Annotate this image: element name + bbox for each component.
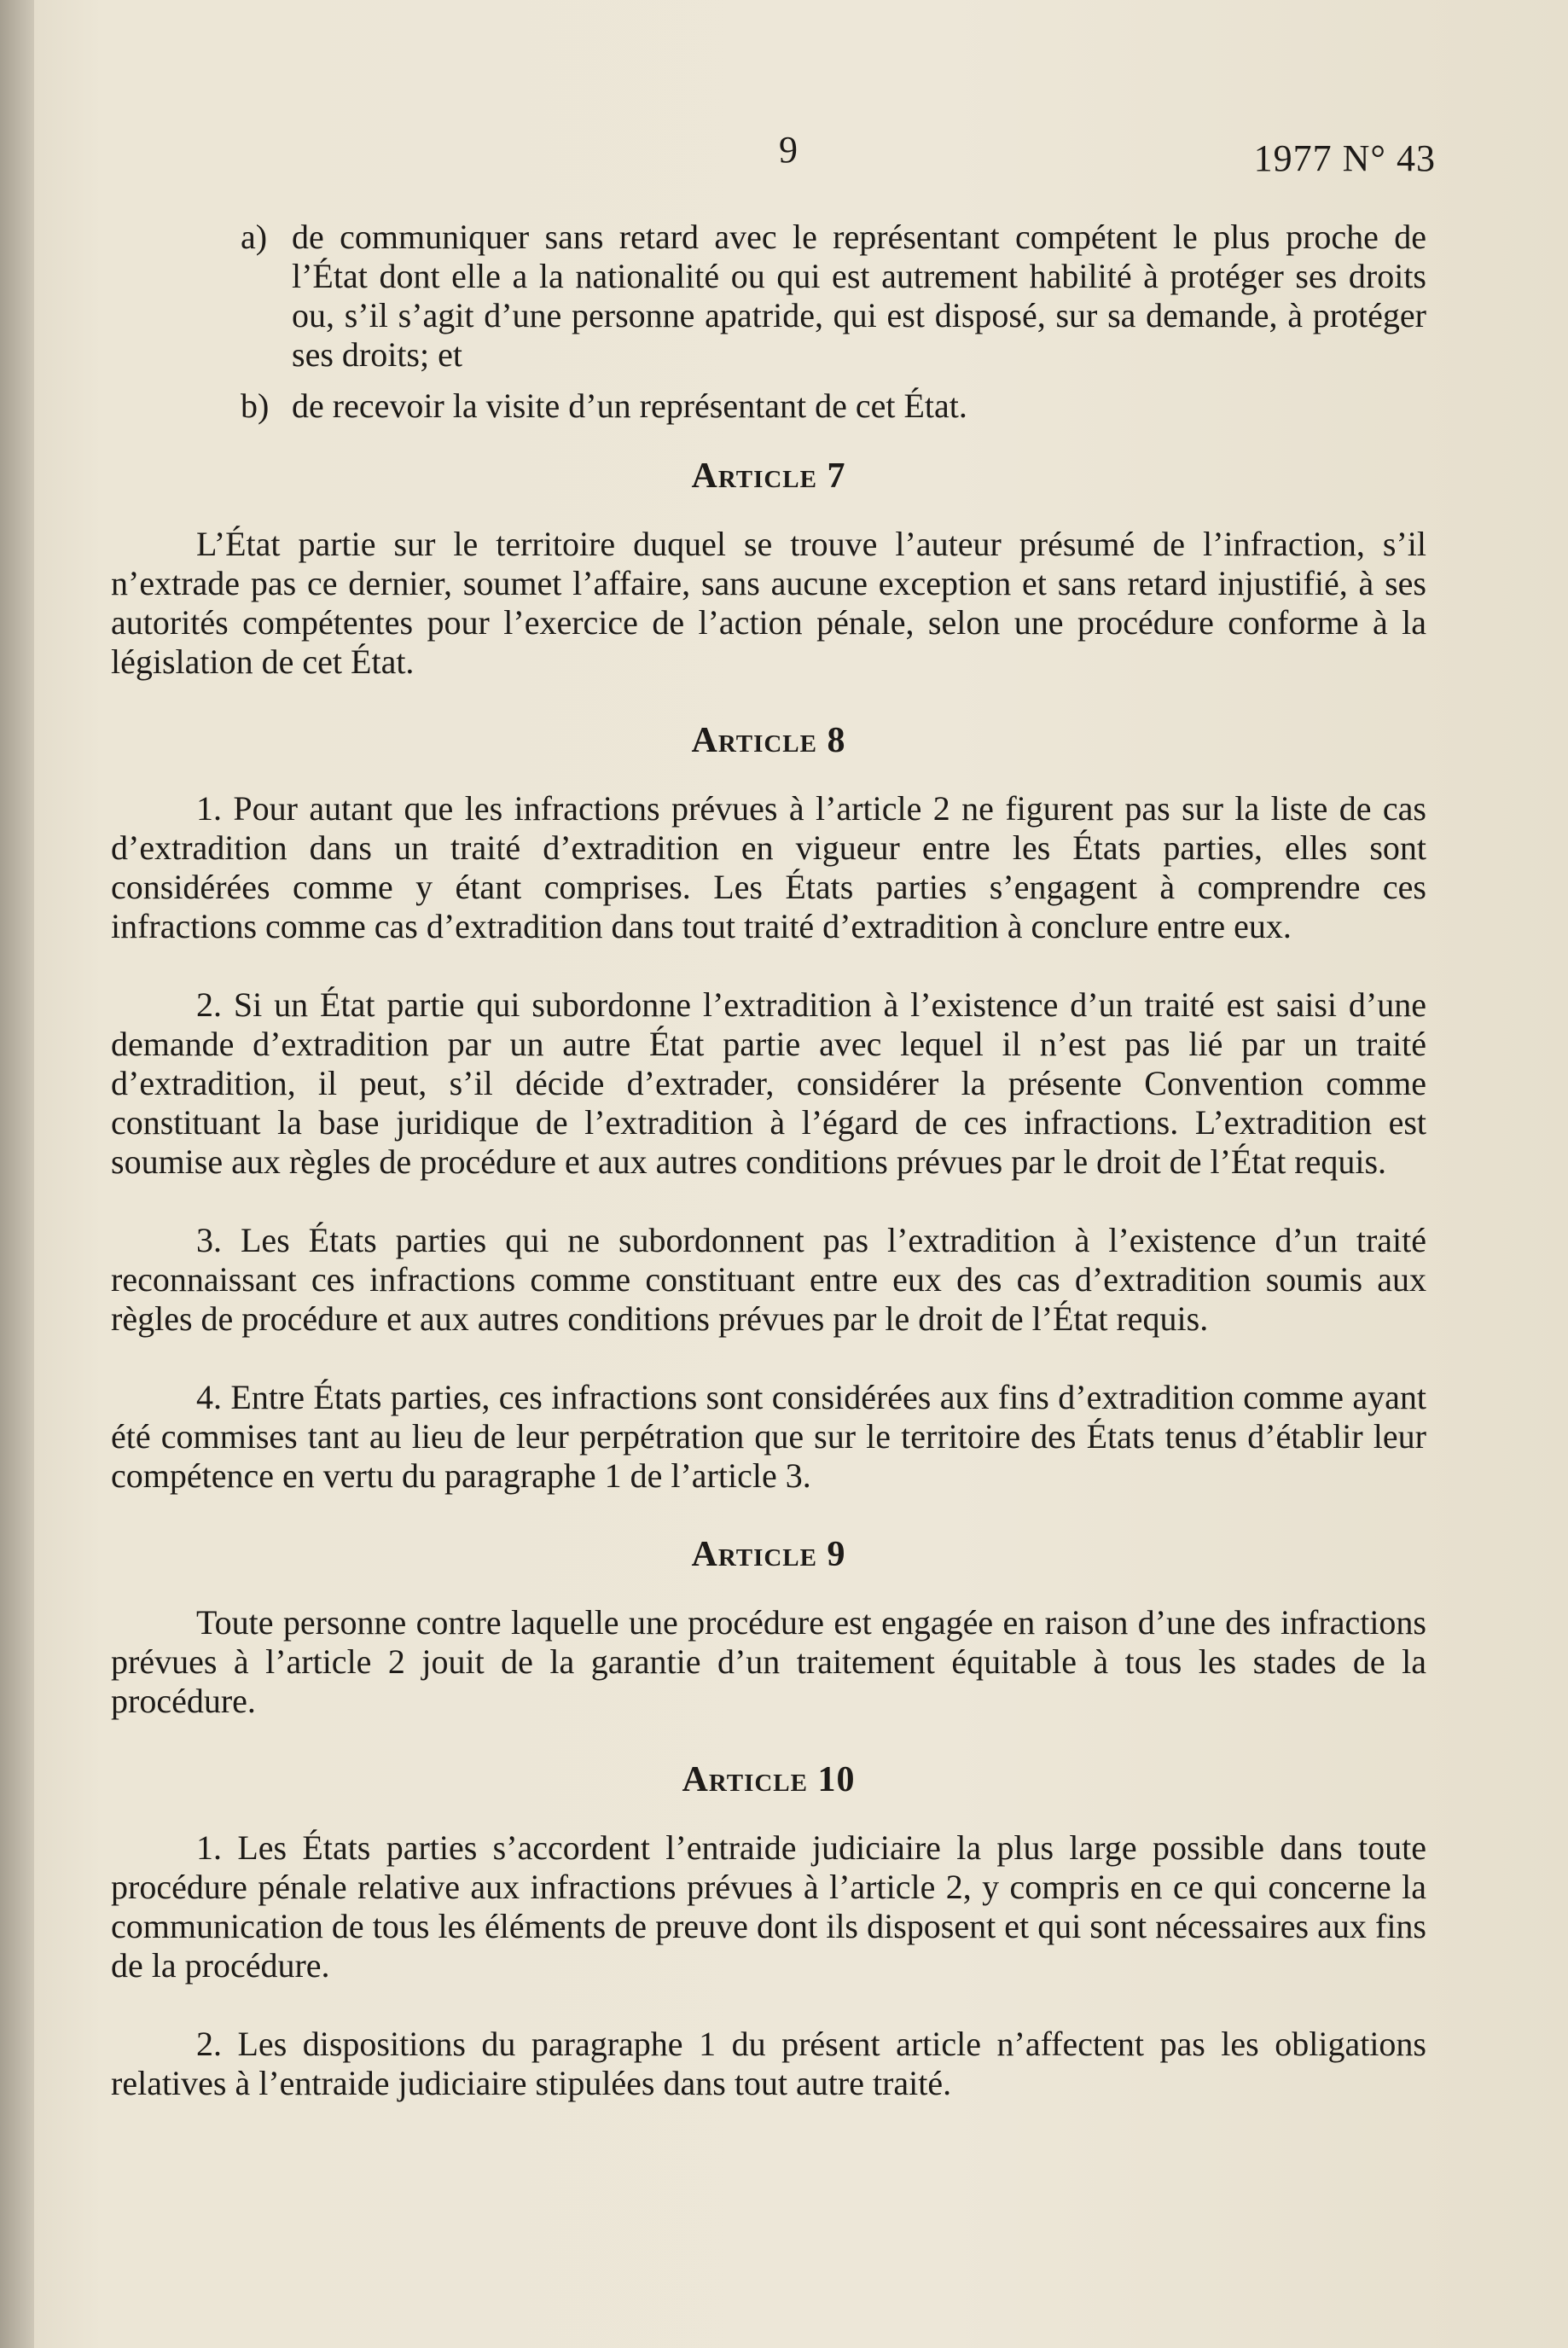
list-item-text: de communiquer sans retard avec le représentant compétent le plus proche de l’État dont elle a la nationalité ou qui est autrement habilité à protéger ses droits ou, s’il s’agit d’une personne apatride, qui est disposé, sur sa demande, à protéger ses droits; et [292, 218, 1426, 374]
article-paragraph: 2. Les dispositions du paragraphe 1 du présent article n’affectent pas les obligations relatives à l’entraide judiciaire stipulées dans tout autre traité. [111, 2025, 1426, 2102]
article-paragraph: 2. Si un État partie qui subordonne l’extradition à l’existence d’un traité est saisi d’une demande d’extradition par un autre État partie avec lequel il n’est pas lié par un traité d’extradition, il peut, s’il décide d’extrader, considérer la présente Convention comme constituant la base juridique de l’extradition à l’égard de ces infractions. L’extradition est soumise aux règles de procédure et aux autres conditions prévues par le droit de l’État requis. [111, 985, 1426, 1181]
article-paragraph: 1. Les États parties s’accordent l’entraide judiciaire la plus large possible dans toute procédure pénale relative aux infractions prévues à l’article 2, y compris en ce qui concerne la communication de tous les éléments de preuve dont ils disposent et qui sont nécessaires aux fins de la procédure. [111, 1828, 1426, 1985]
document-body [111, 218, 1426, 2142]
article-paragraph: L’État partie sur le territoire duquel se trouve l’auteur présumé de l’infraction, s’il n’extrade pas ce dernier, soumet l’affaire, sans aucune exception et sans retard injustifié, à ses autorités compétentes pour l’exercice de l’action pénale, selon une procédure conforme à la législation de cet État. [111, 525, 1426, 681]
list-item-label: a) [241, 218, 268, 256]
binding-gutter [0, 0, 34, 2348]
article-paragraph: 4. Entre États parties, ces infractions sont considérées aux fins d’extradition comme ayant été commises tant au lieu de leur perpétration que sur le territoire des États tenus d’établir leur compétence en vertu du paragraphe 1 de l’article 3. [111, 1378, 1426, 1495]
article-heading: Article 10 [682, 1760, 856, 1799]
article-heading: Article 9 [691, 1535, 846, 1574]
list-item-text: de recevoir la visite d’un représentant de cet État. [292, 386, 967, 425]
article-heading: Article 7 [691, 456, 846, 496]
list-item [111, 218, 1426, 375]
article-paragraph: 3. Les États parties qui ne subordonnent pas l’extradition à l’existence d’un traité reconnaissant ces infractions comme constituant entre eux des cas d’extradition soumis aux règles de procédure et aux autres conditions prévues par le droit de l’État requis. [111, 1221, 1426, 1338]
page-number: 9 [779, 129, 798, 171]
article-paragraph: 1. Pour autant que les infractions prévues à l’article 2 ne figurent pas sur la liste de cas d’extradition dans un traité d’extradition en vigueur entre les États parties, elles sont considérées comme y étant comprises. Les États parties s’engagent à comprendre ces infractions comme cas d’extradition dans tout traité d’extradition à conclure entre eux. [111, 789, 1426, 945]
article-paragraph: Toute personne contre laquelle une procédure est engagée en raison d’une des infractions prévues à l’article 2 jouit de la garantie d’un traitement équitable à tous les stades de la procédure. [111, 1603, 1426, 1720]
list-item [111, 386, 1426, 426]
article-heading: Article 8 [691, 721, 846, 760]
list-item-label: b) [241, 386, 270, 425]
document-reference: 1977 N° 43 [1253, 137, 1436, 179]
